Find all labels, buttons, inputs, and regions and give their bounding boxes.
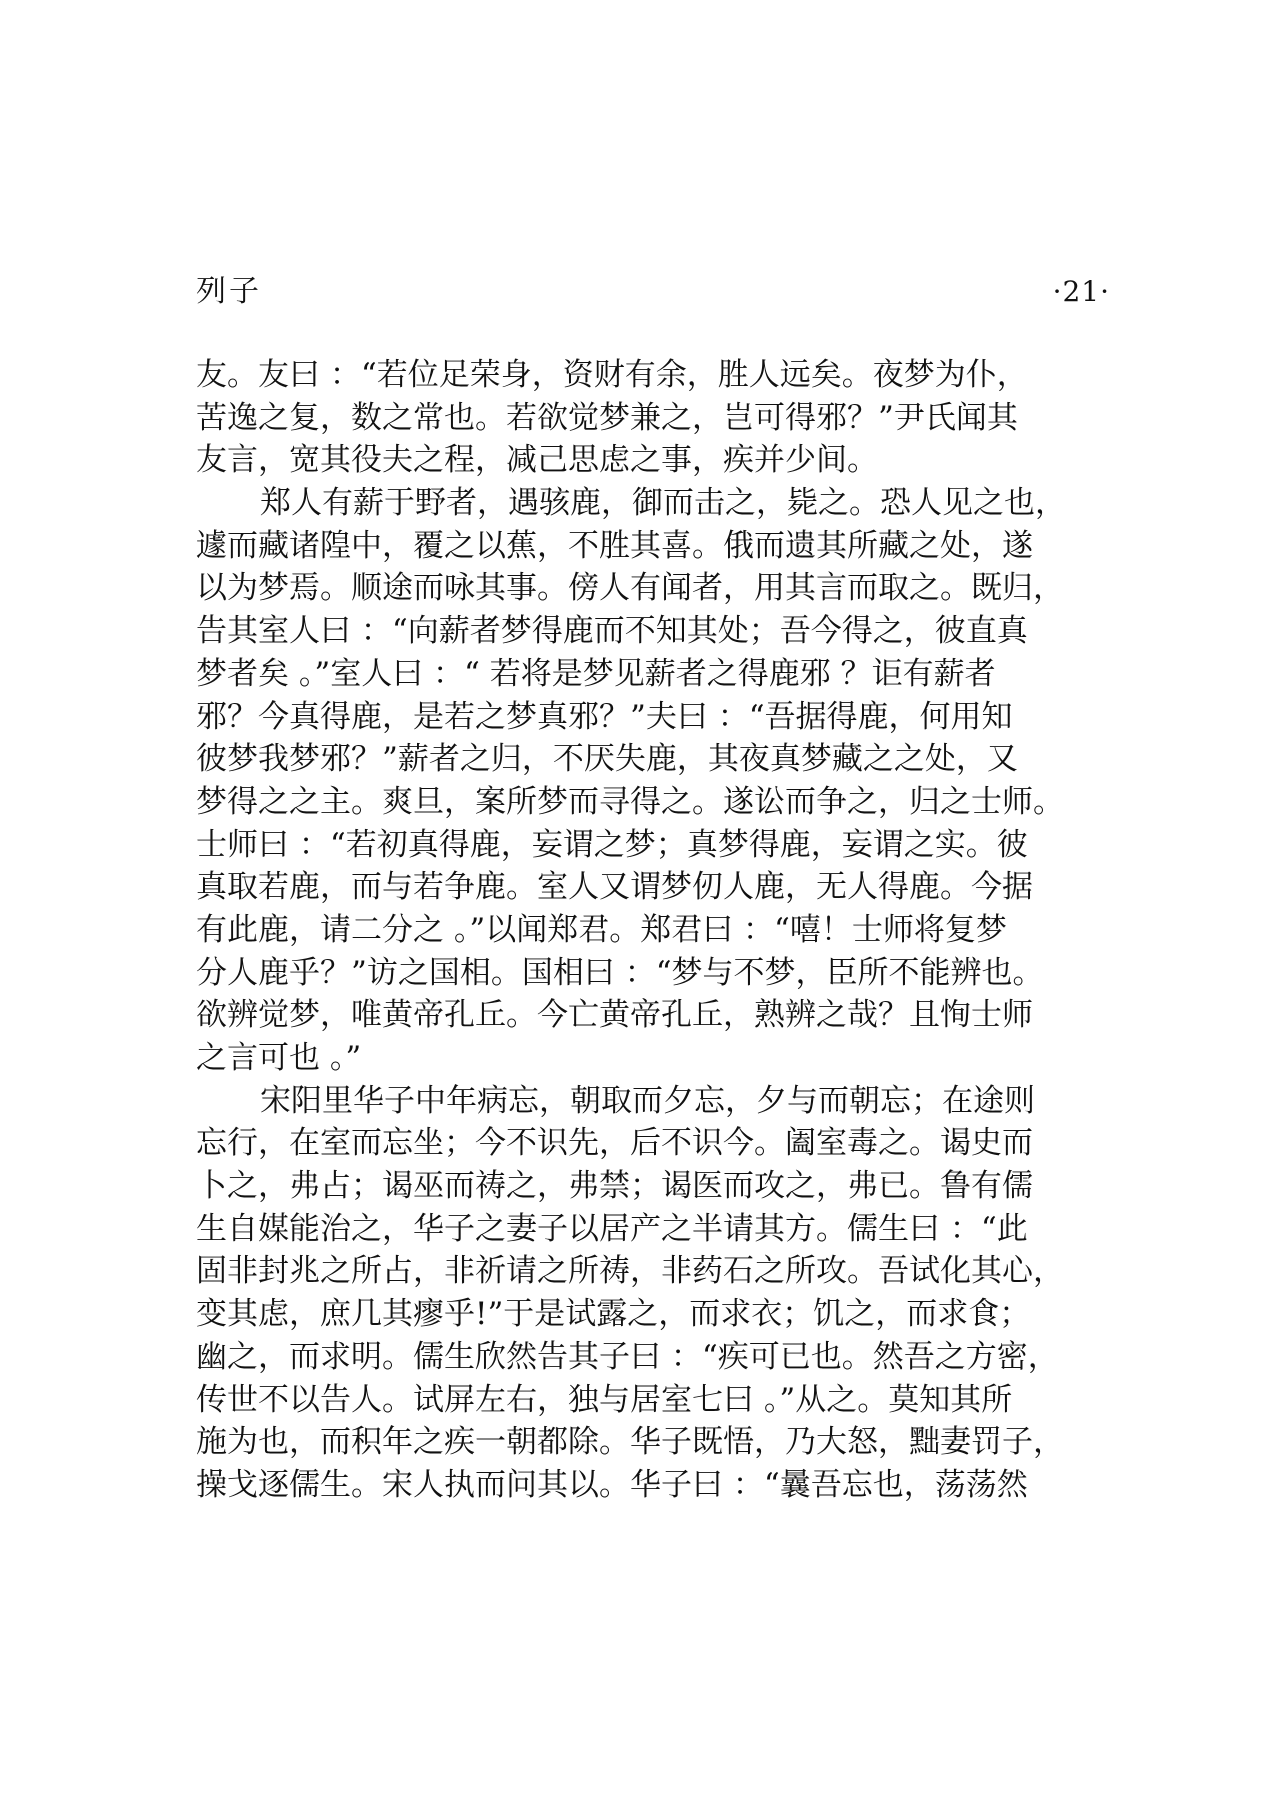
text-line: 操戈逐儒生。宋人执而问其以。华子曰 ：“曩吾忘也，荡荡然 bbox=[196, 1466, 1028, 1503]
text-line: 幽之，而求明。儒生欣然告其子曰 ：“疾可已也。然吾之方密， bbox=[196, 1338, 1059, 1375]
text-line: 告其室人曰 ：“向薪者梦得鹿而不知其处；吾今得之，彼直真 bbox=[196, 613, 1028, 650]
text-line: 苦逸之复，数之常也。若欲觉梦兼之，岂可得邪？”尹氏闻其 bbox=[196, 399, 1018, 436]
text-line: 传世不以告人。试屏左右，独与居室七曰 。”从之。莫知其所 bbox=[196, 1381, 1013, 1418]
text-line: 彼梦我梦邪？”薪者之归，不厌失鹿，其夜真梦藏之之处，又 bbox=[196, 741, 1018, 778]
text-line: 友言，宽其役夫之程，减己思虑之事，疾并少间。 bbox=[196, 442, 878, 479]
text-line: 分人鹿乎？”访之国相。国相曰 ：“梦与不梦，臣所不能辨也。 bbox=[196, 954, 1044, 991]
text-line: 士师曰 ：“若初真得鹿，妄谓之梦；真梦得鹿，妄谓之实。彼 bbox=[196, 826, 1028, 863]
text-line: 固非封兆之所占，非祈请之所祷，非药石之所攻。吾试化其心， bbox=[196, 1253, 1064, 1290]
text-line: 梦者矣 。”室人曰 ：“ 若将是梦见薪者之得鹿邪 ？讵有薪者 bbox=[196, 655, 996, 692]
text-line: 有此鹿，请二分之 。”以闻郑君。郑君曰 ：“嘻！士师将复梦 bbox=[196, 911, 1007, 948]
paragraph-start-line: 宋阳里华子中年病忘，朝取而夕忘，夕与而朝忘；在途则 bbox=[260, 1082, 1035, 1119]
page-number: ·21· bbox=[1052, 275, 1110, 308]
running-header bbox=[196, 270, 1110, 314]
text-line: 以为梦焉。顺途而咏其事。傍人有闻者，用其言而取之。既归， bbox=[196, 570, 1064, 607]
text-line: 欲辨觉梦，唯黄帝孔丘。今亡黄帝孔丘，熟辨之哉？且恂士师 bbox=[196, 997, 1033, 1034]
body-text bbox=[196, 354, 1116, 1507]
text-line: 生自媒能治之，华子之妻子以居产之半请其方。儒生曰 ：“此 bbox=[196, 1210, 1028, 1247]
paragraph-start-line: 郑人有薪于野者，遇骇鹿，御而击之，毙之。恐人见之也， bbox=[260, 485, 1066, 522]
text-line: 忘行，在室而忘坐；今不识先，后不识今。阖室毒之。谒史而 bbox=[196, 1125, 1033, 1162]
text-line: 友。友曰 ：“若位足荣身，资财有余，胜人远矣。夜梦为仆， bbox=[196, 357, 1028, 393]
text-line: 遽而藏诸隍中，覆之以蕉，不胜其喜。俄而遗其所藏之处，遂 bbox=[196, 527, 1033, 564]
text-line: 真取若鹿，而与若争鹿。室人又谓梦仞人鹿，无人得鹿。今据 bbox=[196, 869, 1033, 906]
text-line: 变其虑，庶几其瘳乎!”于是试露之，而求衣；饥之，而求食； bbox=[196, 1296, 1031, 1333]
text-line: 施为也，而积年之疾一朝都除。华子既悟，乃大怒，黜妻罚子， bbox=[196, 1424, 1064, 1461]
text-line: 邪？今真得鹿，是若之梦真邪？”夫曰 ：“吾据得鹿，何用知 bbox=[196, 698, 1013, 735]
text-line: 梦得之之主。爽旦，案所梦而寻得之。遂讼而争之，归之士师。 bbox=[196, 783, 1064, 820]
book-title: 列子 bbox=[196, 274, 262, 309]
text-line: 之言可也 。” bbox=[196, 1040, 362, 1076]
text-line: 卜之，弗占；谒巫而祷之，弗禁；谒医而攻之，弗已。鲁有儒 bbox=[196, 1168, 1033, 1205]
